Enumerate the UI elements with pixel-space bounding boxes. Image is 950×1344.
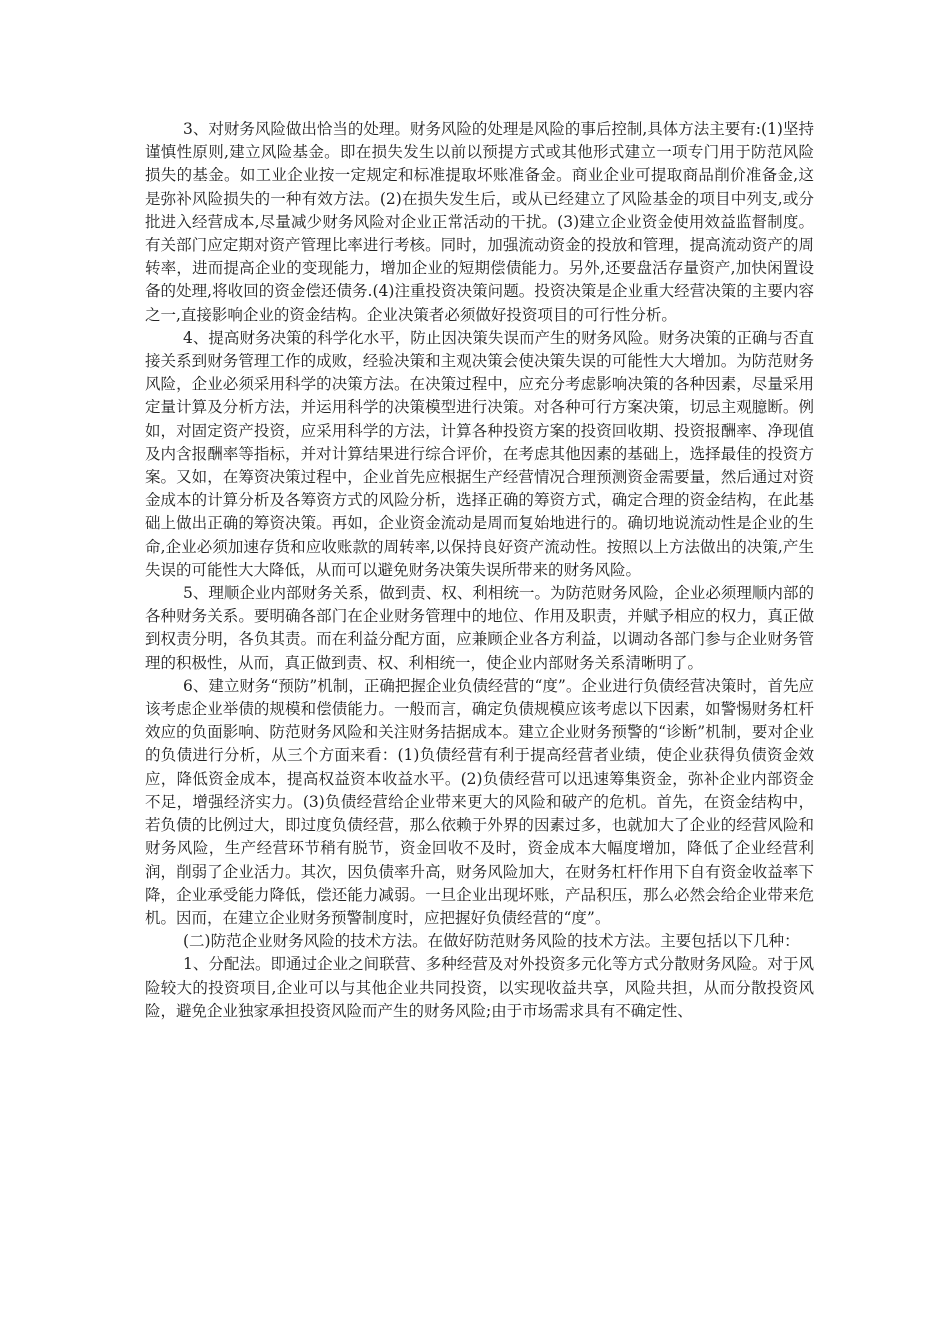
paragraph-section-2-technical-methods: (二)防范企业财务风险的技术方法。在做好防范财务风险的技术方法。主要包括以下几种： (182, 932, 800, 951)
paragraph-3-risk-handling: 3、对财务风险做出恰当的处理。财务风险的处理是风险的事后控制,具体方法主要有:(1)坚持谨慎性原则,建立风险基金。即在损失发生以前以预提方式或其他形式建立一项专门用于防范风险损失的基金。如工业企业按一定规定和标准提取坏账准备金。商业企业可提取商品削价准备金,这是弥补风险损失的一种有效方法。(2)在损失发生后，或从已经建立了风险基金的项目中列支,或分批进入经营成本,尽量减少财务风险对企业正常活动的干扰。(3)建立企业资金使用效益监督制度。有关部门应定期对资产管理比率进行考核。同时，加强流动资金的投放和管理，提高流动资产的周转率，进而提高企业的变现能力，增加企业的短期偿债能力。另外,还要盘活存量资产,加快闲置设备的处理,将收回的资金偿还债务.(4)注重投资决策问题。投资决策是企业重大经营决策的主要内容之一,直接影响企业的资金结构。企业决策者必须做好投资项目的可行性分析。 (145, 120, 814, 324)
document-body (145, 118, 814, 1023)
paragraph-6-prevention-mechanism: 6、建立财务“预防”机制，正确把握企业负债经营的“度”。企业进行负债经营决策时，首先应该考虑企业举债的规模和偿债能力。一般而言，确定负债规模应该考虑以下因素，如警惕财务杠杆效应的负面影响、防范财务风险和关注财务拮据成本。建立企业财务预警的“诊断”机制，要对企业的负债进行分析，从三个方面来看：(1)负债经营有利于提高经营者业绩，使企业获得负债资金效应，降低资金成本，提高权益资本收益水平。(2)负债经营可以迅速筹集资金，弥补企业内部资金不足，增强经济实力。(3)负债经营给企业带来更大的风险和破产的危机。首先，在资金结构中，若负债的比例过大，即过度负债经营，那么依赖于外界的因素过多，也就加大了企业的经营风险和财务风险，生产经营环节稍有脱节，资金回收不及时，资金成本大幅度增加，降低了企业经营利润，削弱了企业活力。其次，因负债率升高，财务风险加大，在财务杠杆作用下自有资金收益率下降，企业承受能力降低，偿还能力减弱。一旦企业出现坏账，产品积压，那么必然会给企业带来危机。因而，在建立企业财务预警制度时，应把握好负债经营的“度”。 (145, 676, 814, 927)
paragraph-1-distribution-method: 1、分配法。即通过企业之间联营、多种经营及对外投资多元化等方式分散财务风险。对于风险较大的投资项目,企业可以与其他企业共同投资，以实现收益共享，风险共担，从而分散投资风险，避免企业独家承担投资风险而产生的财务风险;由于市场需求具有不确定性、 (145, 955, 814, 1020)
paragraph-4-decision-science: 4、提高财务决策的科学化水平，防止因决策失误而产生的财务风险。财务决策的正确与否直接关系到财务管理工作的成败，经验决策和主观决策会使决策失误的可能性大大增加。为防范财务风险，企业必须采用科学的决策方法。在决策过程中，应充分考虑影响决策的各种因素，尽量采用定量计算及分析方法，并运用科学的决策模型进行决策。对各种可行方案决策，切忌主观臆断。例如，对固定资产投资，应采用科学的方法，计算各种投资方案的投资回收期、投资报酬率、净现值及内含报酬率等指标，并对计算结果进行综合评价，在考虑其他因素的基础上，选择最佳的投资方案。又如，在筹资决策过程中，企业首先应根据生产经营情况合理预测资金需要量，然后通过对资金成本的计算分析及各筹资方式的风险分析，选择正确的筹资方式，确定合理的资金结构，在此基础上做出正确的筹资决策。再如，企业资金流动是周而复始地进行的。确切地说流动性是企业的生命,企业必须加速存货和应收账款的周转率,以保持良好资产流动性。按照以上方法做出的决策,产生失误的可能性大大降低，从而可以避免财务决策失误所带来的财务风险。 (145, 328, 814, 579)
paragraph-5-internal-relations: 5、理顺企业内部财务关系，做到责、权、利相统一。为防范财务风险，企业必须理顺内部的各种财务关系。要明确各部门在企业财务管理中的地位、作用及职责，并赋予相应的权力，真正做到权责分明，各负其责。而在利益分配方面，应兼顾企业各方利益，以调动各部门参与企业财务管理的积极性，从而，真正做到责、权、利相统一，使企业内部财务关系清晰明了。 (145, 584, 814, 672)
